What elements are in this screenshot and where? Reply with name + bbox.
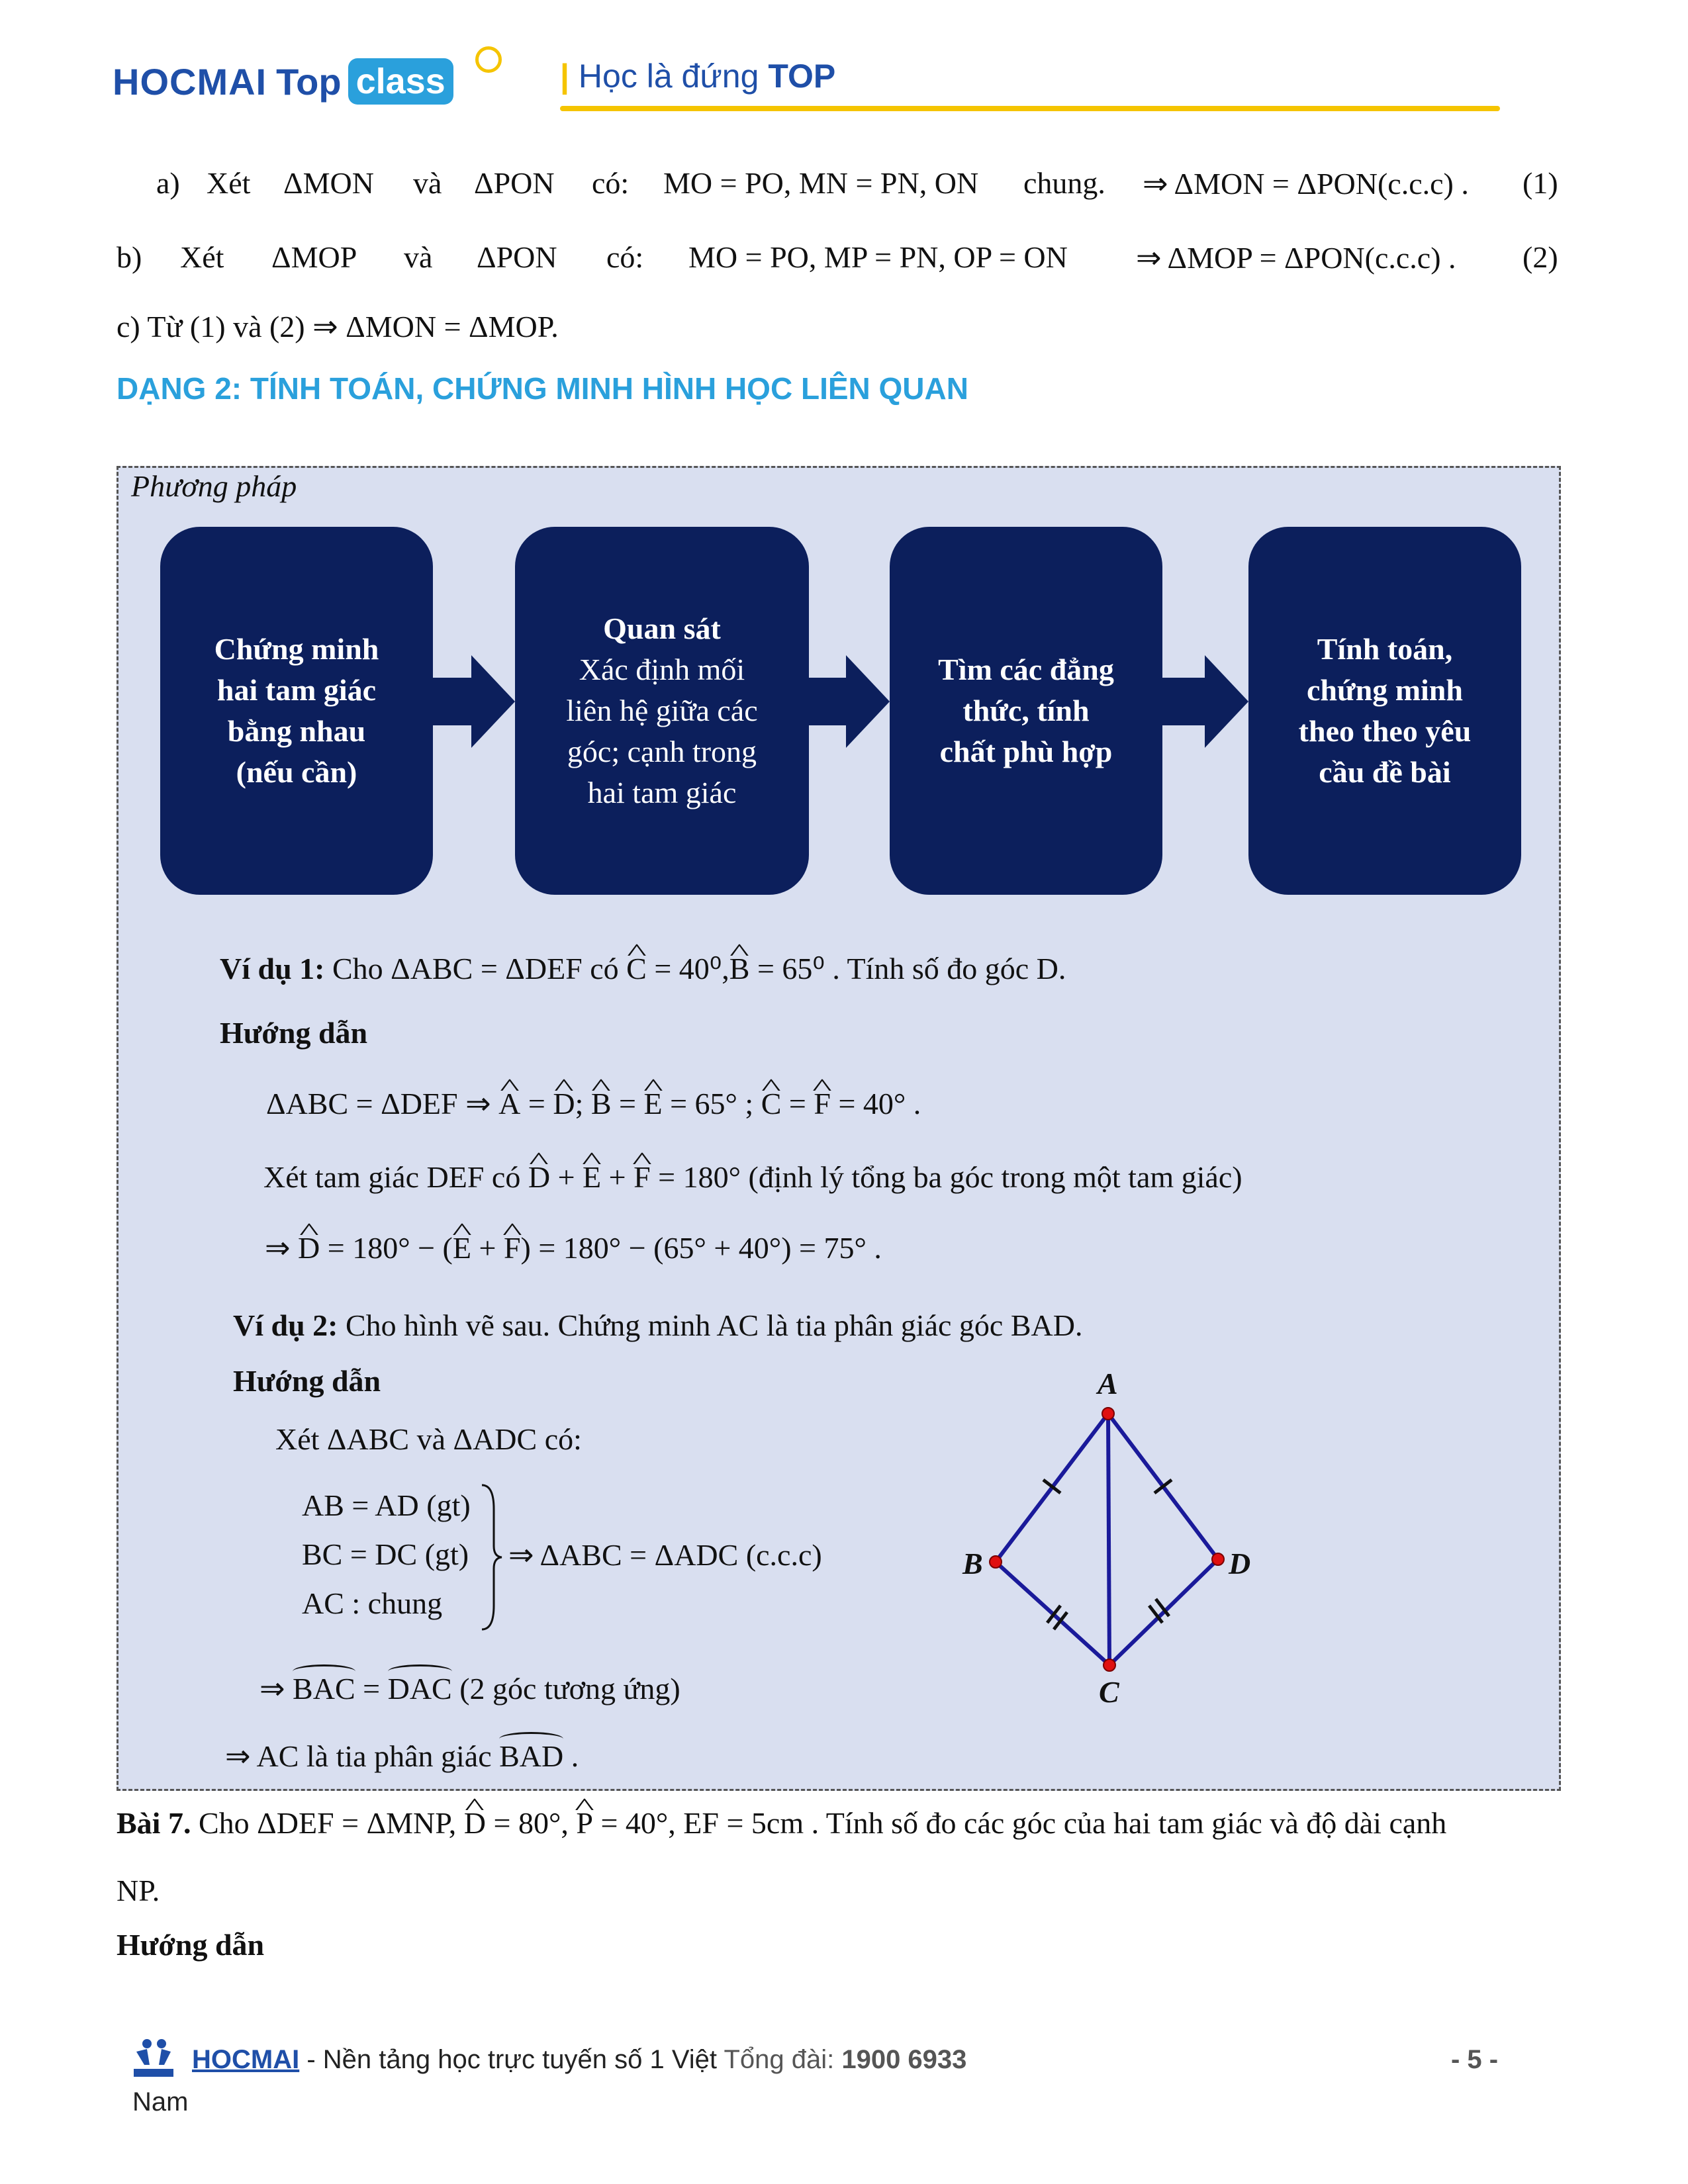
footer-hotline-label: Tổng đài: <box>724 2045 842 2074</box>
answer-b-tri2: ΔPON <box>477 240 557 274</box>
answer-a-label: a) <box>156 166 180 200</box>
point-b <box>990 1556 1002 1568</box>
logo-hocmai: HOCMAI <box>113 60 267 103</box>
example1-statement <box>220 950 1066 986</box>
flow-step-1-line: hai tam giác <box>216 673 377 707</box>
math-angle: ^ D <box>528 1160 550 1195</box>
example2-cond2: BC = DC (gt) <box>302 1537 469 1571</box>
math-text: = <box>355 1672 388 1706</box>
math-text: = <box>781 1087 814 1120</box>
flow-step-4 <box>1248 527 1521 895</box>
example2-angles <box>259 1670 680 1706</box>
math-text: = 40° . <box>830 1087 921 1120</box>
flow-arrow-3 <box>1160 655 1248 748</box>
answer-a-num: (1) <box>1523 166 1558 200</box>
flow-step-3-line: thức, tính <box>962 694 1090 727</box>
math-text: Xét tam giác DEF có <box>263 1160 528 1194</box>
label-b: B <box>962 1547 983 1580</box>
example1-title: Ví dụ 1: <box>220 952 325 985</box>
answer-a-cond: MO = PO, MN = PN, ON <box>663 166 979 200</box>
answer-a-chung: chung. <box>1023 166 1105 200</box>
answer-a-va: và <box>413 166 442 200</box>
math-text: = 180° (định lý tổng ba góc trong một tam giác) <box>650 1160 1243 1194</box>
math-text: ΔABC = ΔDEF ⇒ <box>266 1087 499 1120</box>
math-text: + <box>550 1160 583 1194</box>
flow-step-1-line: (nếu cần) <box>236 755 357 789</box>
example1-line1 <box>266 1085 921 1121</box>
math-angle: ^ A <box>498 1086 520 1121</box>
math-angle: ^ F <box>633 1160 651 1195</box>
section-title: DẠNG 2: TÍNH TOÁN, CHỨNG MINH HÌNH HỌC LIÊN QUAN <box>117 371 968 406</box>
example2-final <box>225 1738 579 1774</box>
math-text: ⇒ AC là tia phân giác <box>225 1739 500 1773</box>
math-text: ⇒ <box>259 1672 293 1706</box>
point-c <box>1103 1659 1115 1671</box>
example1-angle-c: ^ C <box>626 951 647 986</box>
math-text: = 180° − ( <box>320 1231 453 1265</box>
bai7-angle-p: ^ P <box>576 1805 593 1841</box>
flow-arrow-2 <box>804 655 890 748</box>
math-text: = <box>611 1087 644 1120</box>
math-angle: ^ F <box>814 1086 831 1121</box>
flow-step-3-line: Tìm các đẳng <box>938 653 1114 686</box>
math-text: ) = 180° − (65° + 40°) = 75° . <box>520 1231 882 1265</box>
point-a <box>1102 1408 1114 1420</box>
flow-step-3 <box>890 527 1162 895</box>
answer-a-tri1: ΔMON <box>283 166 374 200</box>
math-text: + <box>471 1231 504 1265</box>
flow-step-3-line: chất phù hợp <box>939 735 1113 768</box>
footer-hotline: 1900 6933 <box>841 2045 967 2074</box>
math-angle: ^ B <box>591 1086 612 1121</box>
bai7-text: Cho ΔDEF = ΔMNP, <box>191 1806 464 1840</box>
answer-a-xet: Xét <box>207 166 251 200</box>
math-angle: ^ D <box>298 1230 320 1265</box>
footer-text: - Nền tảng học trực tuyến số 1 Việt <box>299 2045 724 2074</box>
example2-conclusion: ⇒ ΔABC = ΔADC (c.c.c) <box>508 1538 822 1572</box>
answer-b-va: và <box>404 240 433 274</box>
bai7-continued: NP. <box>117 1874 160 1907</box>
example2-guide: Hướng dẫn <box>233 1364 381 1398</box>
slogan-top: TOP <box>768 58 836 95</box>
flow-step-4-line: Tính toán, <box>1317 632 1453 666</box>
example2-xet: Xét ΔABC và ΔADC có: <box>275 1422 582 1456</box>
answer-b-cond: MO = PO, MP = PN, OP = ON <box>688 240 1068 274</box>
example1-line2 <box>263 1160 1243 1195</box>
math-angle: ^ D <box>553 1086 575 1121</box>
answer-a-co: có: <box>592 166 630 200</box>
bai7-text: = 40°, EF = 5cm . Tính số đo các góc của hai tam giác và độ dài cạnh <box>592 1806 1447 1840</box>
example1-line3 <box>265 1230 882 1265</box>
example1-guide: Hướng dẫn <box>220 1016 368 1050</box>
example2-statement <box>233 1308 1082 1343</box>
segment-dc <box>1109 1559 1218 1665</box>
math-text: = 65° ; <box>662 1087 761 1120</box>
example2-cond3: AC : chung <box>302 1586 443 1620</box>
bai7-angle-d: ^ D <box>464 1805 486 1841</box>
answer-b-label: b) <box>117 240 142 274</box>
answer-c: c) Từ (1) và (2) ⇒ ΔMON = ΔMOP. <box>117 310 559 343</box>
flow-arrow-1 <box>425 655 515 748</box>
math-angle: BAC <box>293 1672 355 1706</box>
footer-brand-link[interactable]: HOCMAI <box>192 2045 300 2074</box>
example2-title: Ví dụ 2: <box>233 1308 338 1342</box>
example1-angle-b: ^ B <box>729 951 750 986</box>
example2-text: Cho hình vẽ sau. Chứng minh AC là tia phân giác góc BAD. <box>338 1308 1083 1342</box>
answer-b-result: ⇒ ΔMOP = ΔPON(c.c.c) . <box>1136 241 1456 275</box>
flow-step-2-line: góc; cạnh trong <box>567 735 757 768</box>
math-angle: DAC <box>387 1672 452 1706</box>
logo-class: class <box>348 58 453 105</box>
bai7-statement <box>117 1805 1446 1841</box>
point-d <box>1212 1553 1224 1565</box>
math-text: = <box>520 1087 553 1120</box>
logo-top: Top <box>276 60 342 103</box>
example1-text: Cho ΔABC = ΔDEF có <box>324 952 627 985</box>
math-text: + <box>601 1160 634 1194</box>
example2-cond1: AB = AD (gt) <box>302 1488 471 1522</box>
flow-step-2-line: liên hệ giữa các <box>566 694 758 727</box>
hocmai-logo-icon <box>130 2037 177 2081</box>
math-text: ⇒ <box>265 1231 299 1265</box>
slogan-text: Học là đứng <box>578 58 769 95</box>
label-c: C <box>1099 1675 1119 1707</box>
segment-ac <box>1108 1414 1109 1665</box>
label-a: A <box>1098 1367 1118 1400</box>
example1-text: = 65⁰ . Tính số đo góc D. <box>749 952 1066 985</box>
method-label: Phương pháp <box>131 469 297 503</box>
flow-step-4-line: chứng minh <box>1307 673 1463 707</box>
flow-step-1-line: bằng nhau <box>227 714 366 748</box>
label-d: D <box>1229 1547 1251 1580</box>
math-text: ; <box>575 1087 591 1120</box>
flow-step-1-line: Chứng minh <box>214 632 379 666</box>
flow-step-2-line: hai tam giác <box>587 776 737 809</box>
page-number: - 5 - <box>1451 2045 1499 2074</box>
bai7-title: Bài 7. <box>117 1806 191 1840</box>
answer-b-num: (2) <box>1523 240 1558 274</box>
system-brace <box>479 1482 506 1632</box>
flow-step-2-line: Xác định mối <box>579 653 745 686</box>
answer-a-result: ⇒ ΔMON = ΔPON(c.c.c) . <box>1143 167 1469 201</box>
answer-a-tri2: ΔPON <box>474 166 555 200</box>
footer-nam: Nam <box>132 2087 189 2116</box>
flow-step-1 <box>160 527 433 895</box>
math-angle: ^ E <box>453 1230 471 1265</box>
tick-ad <box>1154 1480 1172 1493</box>
flow-step-2-title: Quan sát <box>603 612 721 645</box>
header-slogan: | Học là đứng TOP <box>560 58 836 95</box>
math-angle: BAD <box>499 1739 564 1773</box>
math-text: (2 góc tương ứng) <box>451 1672 680 1706</box>
footer-line <box>192 2045 966 2075</box>
bai7-guide: Hướng dẫn <box>117 1928 265 1962</box>
math-text: . <box>563 1739 579 1773</box>
math-angle: ^ E <box>643 1086 662 1121</box>
flow-step-4-line: theo theo yêu <box>1298 714 1472 748</box>
answer-b-co: có: <box>606 240 644 274</box>
answer-b-xet: Xét <box>180 240 224 274</box>
math-angle: ^ F <box>504 1230 521 1265</box>
example1-text: = 40⁰, <box>646 952 729 985</box>
answer-b-tri1: ΔMOP <box>271 240 357 274</box>
flow-step-4-line: cầu đề bài <box>1319 755 1451 789</box>
math-angle: ^ C <box>761 1086 782 1121</box>
kite-figure <box>940 1363 1284 1707</box>
math-angle: ^ E <box>583 1160 601 1195</box>
flow-step-2 <box>515 527 809 895</box>
bai7-text: = 80°, <box>486 1806 577 1840</box>
